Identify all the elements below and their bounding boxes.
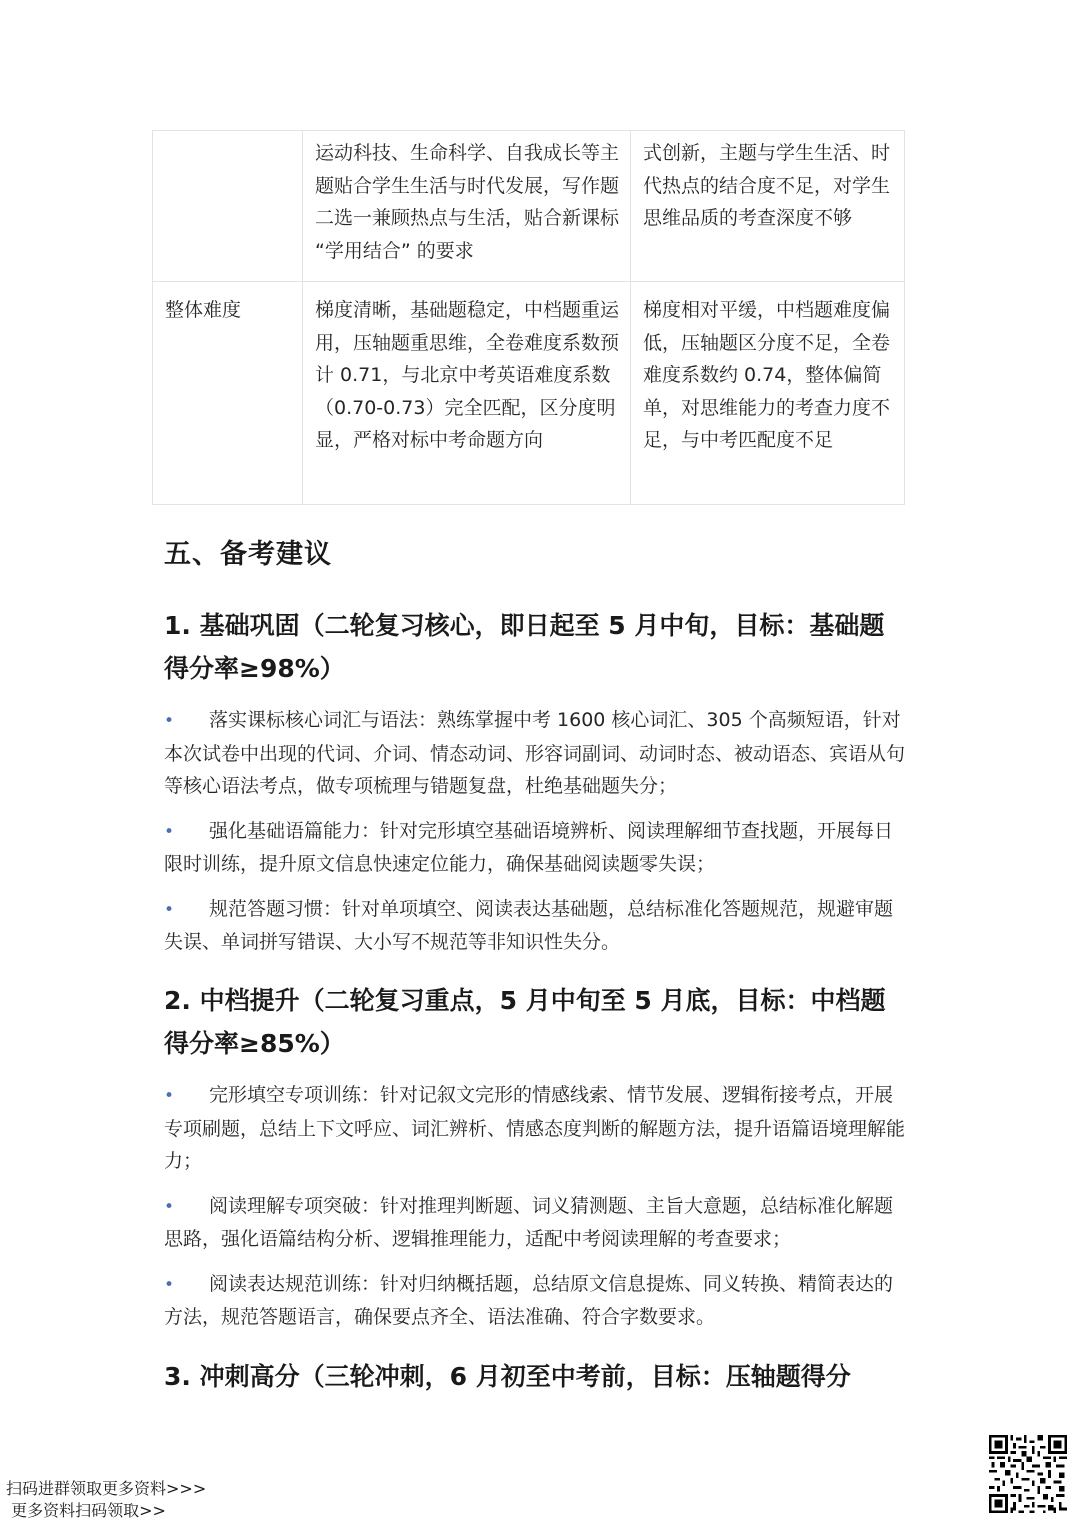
table-cell: 运动科技、生命科学、自我成长等主题贴合学生生活与时代发展，写作题二选一兼顾热点与生活，贴合新课标 “学用结合” 的要求 — [303, 131, 631, 282]
table-cell: 式创新，主题与学生生活、时代热点的结合度不足，对学生思维品质的考查深度不够 — [631, 131, 905, 282]
footer-promo-text: 更多资料扫码领取>> — [6, 1501, 166, 1520]
footer-promo-text: 扫码进群领取更多资料>>> — [6, 1479, 207, 1498]
table-row — [153, 131, 905, 282]
list-item: • 阅读理解专项突破：针对推理判断题、词义猜测题、主旨大意题，总结标准化解题思路，强化语篇结构分析、逻辑推理能力，适配中考阅读理解的考查要求； — [164, 1190, 909, 1256]
list-item: • 阅读表达规范训练：针对归纳概括题，总结原文信息提炼、同义转换、精简表达的方法，规范答题语言，确保要点齐全、语法准确、符合字数要求。 — [164, 1268, 909, 1334]
bullet-icon: • — [164, 899, 175, 920]
table-cell: 梯度相对平缓，中档题难度偏低，压轴题区分度不足，全卷难度系数约 0.74，整体偏简单，对思维能力的考查力度不足，与中考匹配度不足 — [631, 282, 905, 505]
table-cell-label — [153, 131, 303, 282]
bullet-icon: • — [164, 821, 175, 842]
list-item: • 规范答题习惯：针对单项填空、阅读表达基础题，总结标准化答题规范，规避审题失误、单词拼写错误、大小写不规范等非知识性失分。 — [164, 893, 909, 959]
bullet-icon: • — [164, 1086, 175, 1106]
table-cell: 梯度清晰，基础题稳定，中档题重运用，压轴题重思维，全卷难度系数预计 0.71，与北京中考英语难度系数（0.70-0.73）完全匹配，区分度明显，严格对标中考命题方向 — [303, 282, 631, 505]
bullet-icon: • — [164, 711, 175, 731]
qr-code-icon[interactable] — [989, 1435, 1067, 1513]
bullet-icon: • — [164, 1274, 175, 1295]
comparison-table — [152, 130, 905, 505]
table-row — [153, 282, 905, 505]
subsection-heading: 3. 冲刺高分（三轮冲刺，6 月初至中考前，目标：压轴题得分 — [164, 1362, 851, 1391]
list-item: • 完形填空专项训练：针对记叙文完形的情感线索、情节发展、逻辑衔接考点，开展专项刷题，总结上下文呼应、词汇辨析、情感态度判断的解题方法，提升语篇语境理解能力； — [164, 1079, 909, 1178]
list-item: • 强化基础语篇能力：针对完形填空基础语境辨析、阅读理解细节查找题，开展每日限时训练，提升原文信息快速定位能力，确保基础阅读题零失误； — [164, 815, 909, 881]
bullet-icon: • — [164, 1196, 175, 1217]
table-cell-label: 整体难度 — [153, 282, 303, 505]
subsection-heading: 1. 基础巩固（二轮复习核心，即日起至 5 月中旬，目标：基础题得分率≥98%） — [164, 611, 885, 683]
subsection-heading: 2. 中档提升（二轮复习重点，5 月中旬至 5 月底，目标：中档题得分率≥85%） — [164, 986, 886, 1058]
section-title: 五、备考建议 — [164, 539, 332, 570]
bullet-list — [164, 1079, 909, 1346]
list-item: • 落实课标核心词汇与语法：熟练掌握中考 1600 核心词汇、305 个高频短语，针对本次试卷中出现的代词、介词、情态动词、形容词副词、动词时态、被动语态、宾语从句等核心语法考点，做专项梳理与错题复盘，杜绝基础题失分； — [164, 704, 909, 803]
bullet-list — [164, 704, 909, 971]
